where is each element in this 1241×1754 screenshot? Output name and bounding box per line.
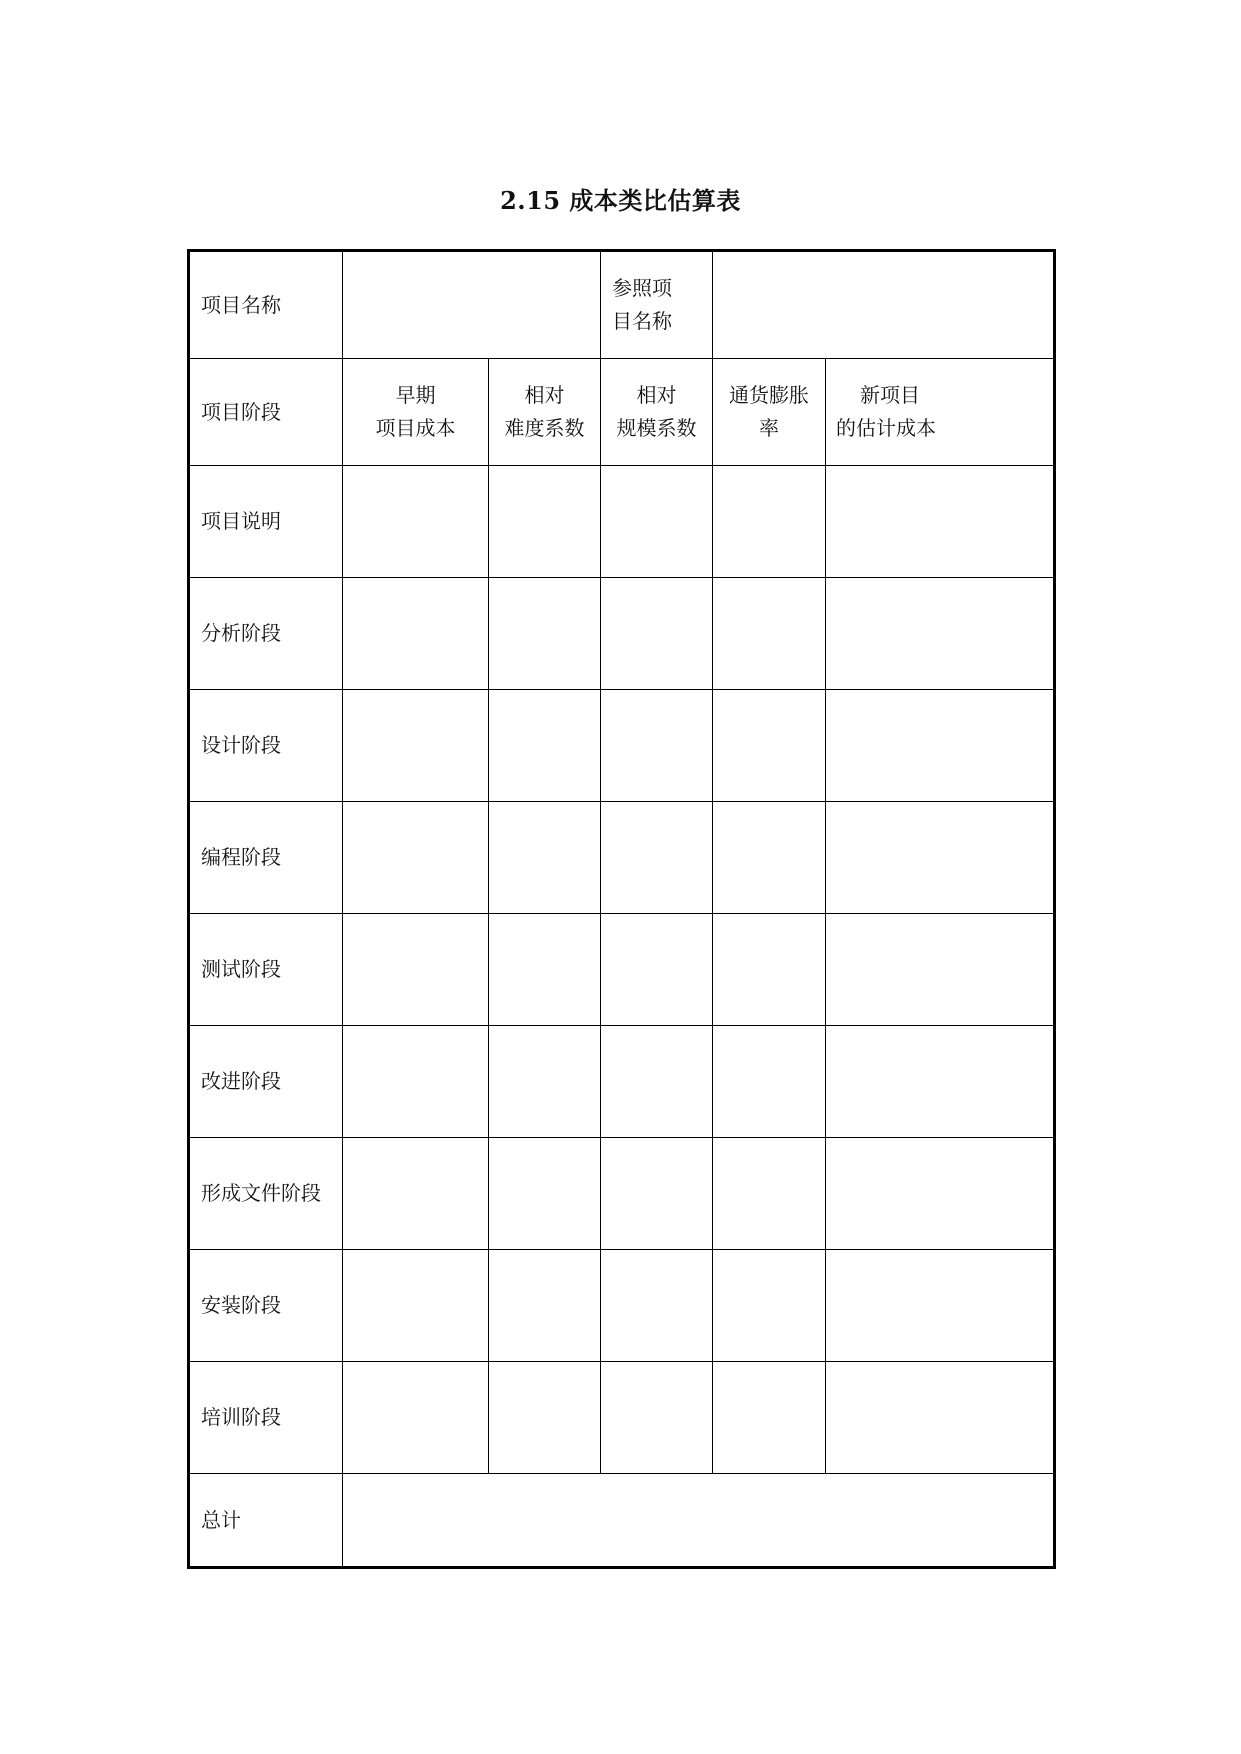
table-row — [189, 466, 1055, 578]
difficulty-cell[interactable] — [489, 1362, 601, 1474]
table-row — [189, 1250, 1055, 1362]
table-row — [189, 1362, 1055, 1474]
difficulty-cell[interactable] — [489, 466, 601, 578]
scale-cell[interactable] — [601, 690, 713, 802]
scale-header-line1: 相对 — [636, 383, 677, 407]
inflation-cell[interactable] — [713, 802, 826, 914]
table-row — [189, 1138, 1055, 1250]
reference-project-label — [601, 251, 713, 359]
early-cost-cell[interactable] — [343, 578, 489, 690]
new-cost-header-line2: 的估计成本 — [836, 416, 936, 440]
early-cost-header-line1: 早期 — [395, 383, 436, 407]
early-cost-cell[interactable] — [343, 1026, 489, 1138]
inflation-cell[interactable] — [713, 914, 826, 1026]
scale-header-line2: 规模系数 — [616, 416, 697, 440]
difficulty-header-line2: 难度系数 — [504, 416, 585, 440]
inflation-cell[interactable] — [713, 1250, 826, 1362]
early-cost-header — [343, 359, 489, 466]
inflation-cell[interactable] — [713, 578, 826, 690]
row-label: 测试阶段 — [189, 914, 343, 1026]
scale-cell[interactable] — [601, 914, 713, 1026]
phase-header-label: 项目阶段 — [189, 359, 343, 466]
difficulty-cell[interactable] — [489, 1250, 601, 1362]
difficulty-cell[interactable] — [489, 802, 601, 914]
inflation-header-line2: 率 — [759, 416, 779, 440]
table-row — [189, 690, 1055, 802]
row-label: 改进阶段 — [189, 1026, 343, 1138]
scale-cell[interactable] — [601, 466, 713, 578]
total-label: 总计 — [189, 1474, 343, 1568]
early-cost-cell[interactable] — [343, 802, 489, 914]
row-label: 安装阶段 — [189, 1250, 343, 1362]
inflation-cell[interactable] — [713, 1362, 826, 1474]
early-cost-cell[interactable] — [343, 1362, 489, 1474]
inflation-cell[interactable] — [713, 690, 826, 802]
new-cost-header — [826, 359, 1055, 466]
reference-project-label-line1: 参照项 — [612, 276, 672, 300]
row-label: 形成文件阶段 — [189, 1138, 343, 1250]
early-cost-header-line2: 项目成本 — [375, 416, 456, 440]
new-cost-cell[interactable] — [826, 914, 1055, 1026]
project-name-field[interactable] — [343, 251, 601, 359]
header-row — [189, 359, 1055, 466]
page-title: 2.15 成本类比估算表 — [500, 186, 741, 215]
early-cost-cell[interactable] — [343, 1250, 489, 1362]
new-cost-cell[interactable] — [826, 1250, 1055, 1362]
reference-project-label-line2: 目名称 — [612, 309, 672, 333]
scale-cell[interactable] — [601, 1138, 713, 1250]
project-name-label: 项目名称 — [189, 251, 343, 359]
new-cost-cell[interactable] — [826, 1362, 1055, 1474]
scale-header — [601, 359, 713, 466]
table-row — [189, 802, 1055, 914]
inflation-header — [713, 359, 826, 466]
scale-cell[interactable] — [601, 802, 713, 914]
table-row — [189, 914, 1055, 1026]
inflation-cell[interactable] — [713, 1026, 826, 1138]
new-cost-cell[interactable] — [826, 690, 1055, 802]
total-row — [189, 1474, 1055, 1568]
difficulty-cell[interactable] — [489, 914, 601, 1026]
new-cost-header-line1: 新项目 — [860, 383, 920, 407]
difficulty-cell[interactable] — [489, 690, 601, 802]
difficulty-cell[interactable] — [489, 578, 601, 690]
difficulty-cell[interactable] — [489, 1138, 601, 1250]
total-field[interactable] — [343, 1474, 1055, 1568]
new-cost-cell[interactable] — [826, 1026, 1055, 1138]
new-cost-cell[interactable] — [826, 802, 1055, 914]
early-cost-cell[interactable] — [343, 690, 489, 802]
new-cost-cell[interactable] — [826, 466, 1055, 578]
inflation-header-line1: 通货膨胀 — [729, 383, 809, 407]
scale-cell[interactable] — [601, 578, 713, 690]
scale-cell[interactable] — [601, 1362, 713, 1474]
early-cost-cell[interactable] — [343, 914, 489, 1026]
early-cost-cell[interactable] — [343, 1138, 489, 1250]
cost-estimate-table — [187, 249, 1056, 1569]
scale-cell[interactable] — [601, 1026, 713, 1138]
project-name-row — [189, 251, 1055, 359]
inflation-cell[interactable] — [713, 466, 826, 578]
early-cost-cell[interactable] — [343, 466, 489, 578]
difficulty-header — [489, 359, 601, 466]
row-label: 培训阶段 — [189, 1362, 343, 1474]
reference-project-field[interactable] — [713, 251, 1055, 359]
difficulty-cell[interactable] — [489, 1026, 601, 1138]
table-row — [189, 1026, 1055, 1138]
row-label: 项目说明 — [189, 466, 343, 578]
scale-cell[interactable] — [601, 1250, 713, 1362]
new-cost-cell[interactable] — [826, 1138, 1055, 1250]
difficulty-header-line1: 相对 — [524, 383, 565, 407]
row-label: 编程阶段 — [189, 802, 343, 914]
row-label: 分析阶段 — [189, 578, 343, 690]
row-label: 设计阶段 — [189, 690, 343, 802]
table-row — [189, 578, 1055, 690]
inflation-cell[interactable] — [713, 1138, 826, 1250]
new-cost-cell[interactable] — [826, 578, 1055, 690]
